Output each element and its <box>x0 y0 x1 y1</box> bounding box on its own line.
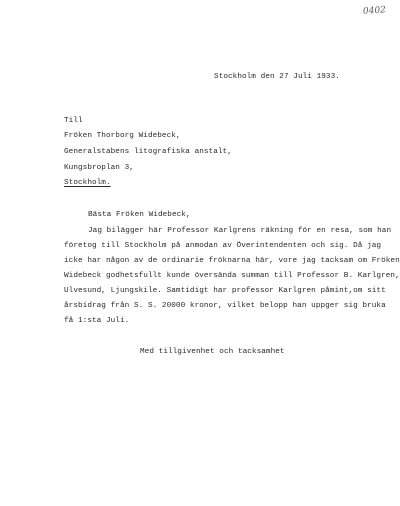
dateline: Stockholm den 27 Juli 1933. <box>214 73 340 81</box>
body-line: Jag bilägger här Professor Karlgrens räkning för en resa, som han <box>88 227 392 235</box>
body-line: Ulvesund, Ljungskile. Samtidigt har professor Karlgren påmint,om sitt <box>64 287 386 295</box>
address-city: Stockholm. <box>64 179 111 187</box>
body-line: icke har någon av de ordinarie fröknarna här, vore jag tacksam om Fröken <box>64 257 400 265</box>
salutation: Bästa Fröken Widebeck, <box>88 211 191 219</box>
body-line: årsbidrag från S. S. 20000 kronor, vilket belopp han uppger sig bruka <box>64 302 386 310</box>
address-line: Fröken Thorborg Widebeck, <box>64 132 181 140</box>
address-line: Kungsbroplan 3, <box>64 164 134 172</box>
address-line: Generalstabens litografiska anstalt, <box>64 148 232 156</box>
body-line: få 1:sta Juli. <box>64 317 130 325</box>
address-line: Till <box>64 117 83 125</box>
archive-number: 0402 <box>362 5 387 17</box>
body-line: Widebeck godhetsfullt kunde översända summan till Professor B. Karlgren, <box>64 272 400 280</box>
closing-phrase: Med tillgivenhet och tacksamhet <box>140 348 285 356</box>
body-line: företog till Stockholm på anmodan av Överintendenten och sig. Då jag <box>64 242 382 250</box>
